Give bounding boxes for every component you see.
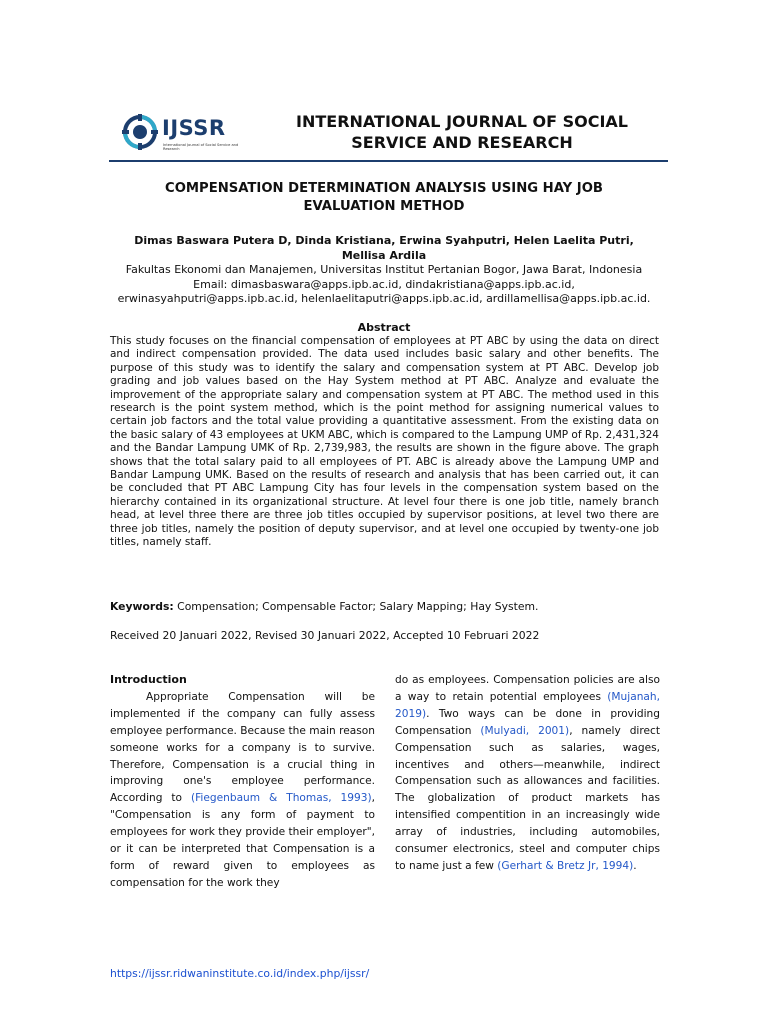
journal-url-link[interactable]: https://ijssr.ridwaninstitute.co.id/index.php/ijssr/ — [110, 967, 370, 980]
left-column — [110, 672, 375, 892]
authors-line2: Mellisa Ardila — [341, 248, 427, 262]
citation-link[interactable]: (Mujanah, 2019) — [395, 690, 660, 720]
right-column — [395, 672, 660, 875]
keywords-label: Keywords: — [110, 600, 174, 613]
journal-logo — [122, 110, 242, 156]
intro-text: Appropriate Compensation will be implemented if the company can fully assess employee performance. Because the main reason someone works for a company is to survive. Therefore, Compensation is a crucial thing in improving one's employee performance. According to — [110, 690, 375, 805]
abstract-heading: Abstract — [357, 321, 411, 334]
citation-link[interactable]: (Fiegenbaum & Thomas, 1993) — [190, 792, 372, 805]
intro-paragraph-right — [395, 672, 660, 875]
affiliation: Fakultas Ekonomi dan Manajemen, Universitas Institut Pertanian Bogor, Jawa Barat, Indonesia — [125, 263, 643, 276]
journal-title-line2: SERVICE AND RESEARCH — [351, 133, 573, 152]
received-dates: Received 20 Januari 2022, Revised 30 Januari 2022, Accepted 10 Februari 2022 — [110, 629, 540, 642]
intro-text: , "Compensation is any form of payment to employees for work they provide their employer", or it can be interpreted that Compensation is a form of reward given to employees as compensation for the work they — [110, 792, 375, 889]
authors-line1: Dimas Baswara Putera D, Dinda Kristiana, Erwina Syahputri, Helen Laelita Putri, — [134, 234, 634, 247]
introduction-heading: Introduction — [110, 673, 187, 686]
author-list — [110, 234, 658, 263]
header-divider — [109, 160, 668, 162]
intro-text: , namely direct Compensation such as salaries, wages, incentives and others—meanwhile, indirect Compensation such as allowances and facilities. The globalization of product markets has intensified compentition in an increasingly wide array of industries, including automobiles, consumer electronics, steel and computer chips to name just a few — [395, 724, 660, 872]
journal-title-line1: INTERNATIONAL JOURNAL OF SOCIAL — [296, 112, 628, 131]
ijssr-emblem-icon — [122, 114, 158, 150]
keywords — [110, 600, 670, 613]
citation-link[interactable]: (Mulyadi, 2001) — [480, 724, 570, 737]
intro-text: . Two ways can be done in providing Compensation — [395, 707, 660, 737]
paper-title — [110, 180, 658, 216]
journal-title — [262, 111, 662, 153]
email-line1: Email: dimasbaswara@apps.ipb.ac.id, dindakristiana@apps.ipb.ac.id, — [193, 277, 575, 291]
abstract-text: This study focuses on the financial compensation of employees at PT ABC by using the data on direct and indirect compensation provided. The data used includes basic salary and other benefits. The purpose of this study was to identify the salary and compensation system at PT ABC. Develop job grading and job values based on the Hay System method at PT ABC. Analyze and evaluate the improvement of the appropriate salary and compensation system at PT ABC. The method used in this research is the point system method, which is the point method for assigning numerical values to certain job factors and the total value providing a quantitative assessment. From the existing data on the basic salary of 43 employees at UKM ABC, which is compared to the Lampung UMP of Rp. 2,431,324 and the Bandar Lampung UMK of Rp. 2,739,983, the results are shown in the figure above. The graph shows that the total salary paid to all employees of PT. ABC is already above the Lampung UMP and Bandar Lampung UMK. Based on the results of research and analysis that has been carried out, it can be concluded that PT ABC Lampung City has four levels in the compensation system based on the hierarchy contained in its organizational structure. At level four there is one job title, namely branch head, at level three there are three job titles occupied by supervisor positions, at level two there are three job titles, namely the position of deputy supervisor, and at level one occupied by twenty-one job titles, namely staff. — [110, 335, 659, 549]
logo-tagline: International Journal of Social Service and Research — [163, 143, 239, 151]
logo-text: IJSSR — [162, 116, 226, 140]
journal-header — [122, 106, 668, 162]
paper-title-line1: COMPENSATION DETERMINATION ANALYSIS USING HAY JOB — [165, 181, 603, 196]
affiliation-block — [100, 263, 668, 307]
citation-link[interactable]: (Gerhart & Bretz Jr, 1994) — [497, 859, 634, 872]
paper-title-line2: EVALUATION METHOD — [303, 199, 465, 214]
intro-text: . — [633, 859, 637, 872]
keywords-list: Compensation; Compensable Factor; Salary Mapping; Hay System. — [173, 600, 539, 613]
intro-text: do as employees. Compensation policies are also a way to retain potential employees — [395, 674, 660, 703]
email-line2: erwinasyahputri@apps.ipb.ac.id, helenlaelitaputri@apps.ipb.ac.id, ardillamellisa@apps.ipb.ac.id. — [117, 292, 651, 305]
intro-paragraph-left — [110, 689, 375, 892]
